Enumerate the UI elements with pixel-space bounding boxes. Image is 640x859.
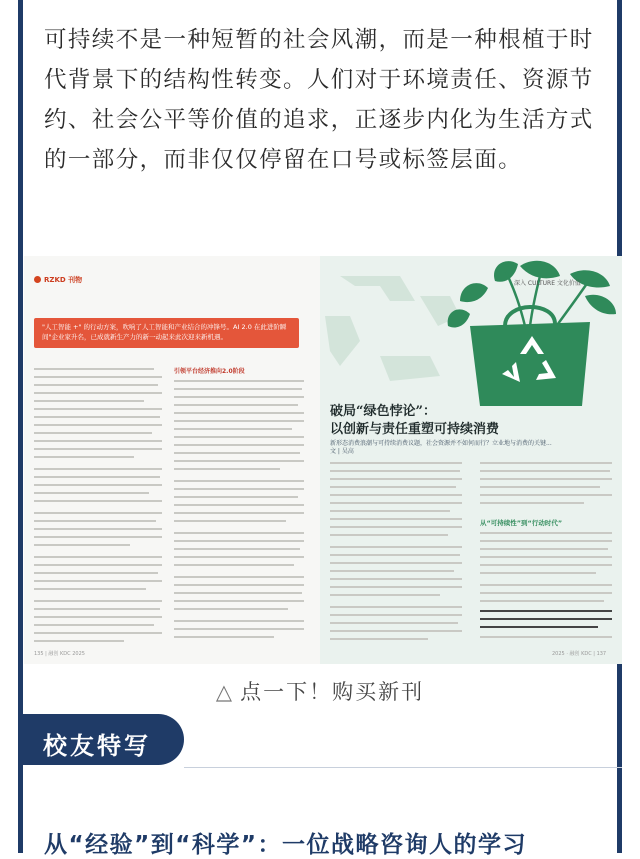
buy-new-issue-label: 点一下！购买新刊 [240, 680, 425, 704]
feature-byline: 文 | 吴高 [330, 448, 354, 455]
buy-new-issue-link[interactable] [0, 676, 640, 706]
feature-deck: 新形态消费浪潮与可持续消费议题，社会资源并不如何而行？立业地与消费的关键... [330, 440, 552, 447]
feature-subtitle: 以创新与责任重塑可持续消费 [330, 422, 500, 437]
feature-subheading: 从“可持续性”到“行动时代” [480, 519, 563, 527]
feature-title: 破局“绿色悖论”： [330, 404, 436, 419]
right-page-folio: 2025 · 融创 KDC | 137 [552, 651, 607, 657]
pull-quote-banner: "人工智能 +" 的行动方案，吹响了人工智能和产业结合的冲锋号。AI 2.0 在此进阶瞬间"企业家升名，已成就新生产力的新一动起来此次迎来新机遇。 [34, 318, 299, 348]
intro-paragraph: 可持续不是一种短暂的社会风潮，而是一种根植于时代背景下的结构性转变。人们对于环境责任、资源节约、社会公平等价值的追求，正逐步内化为生活方式的一部分，而非仅仅停留在口号或标签层面。 [44, 27, 594, 173]
article-headline[interactable]: 从“经验”到“科学”：一位战略咨询人的学习 [44, 832, 527, 858]
magazine-spread-image[interactable] [24, 256, 622, 664]
magazine-right-page [320, 256, 622, 664]
brand-logo-icon [34, 276, 41, 283]
left-page-folio: 135 | 融创 KDC 2025 [34, 651, 85, 657]
magazine-brand: RZKD 刊物 [34, 275, 82, 285]
triangle-up-icon: △ [215, 680, 235, 704]
section-divider [184, 767, 622, 768]
section-kicker: 深入 CULTURE 文化价值 [514, 280, 581, 287]
section-tag-label: 校友特写 [43, 732, 151, 760]
section-heading: 引领平台经济推向2.0阶段 [174, 368, 245, 375]
magazine-left-page [24, 256, 320, 664]
